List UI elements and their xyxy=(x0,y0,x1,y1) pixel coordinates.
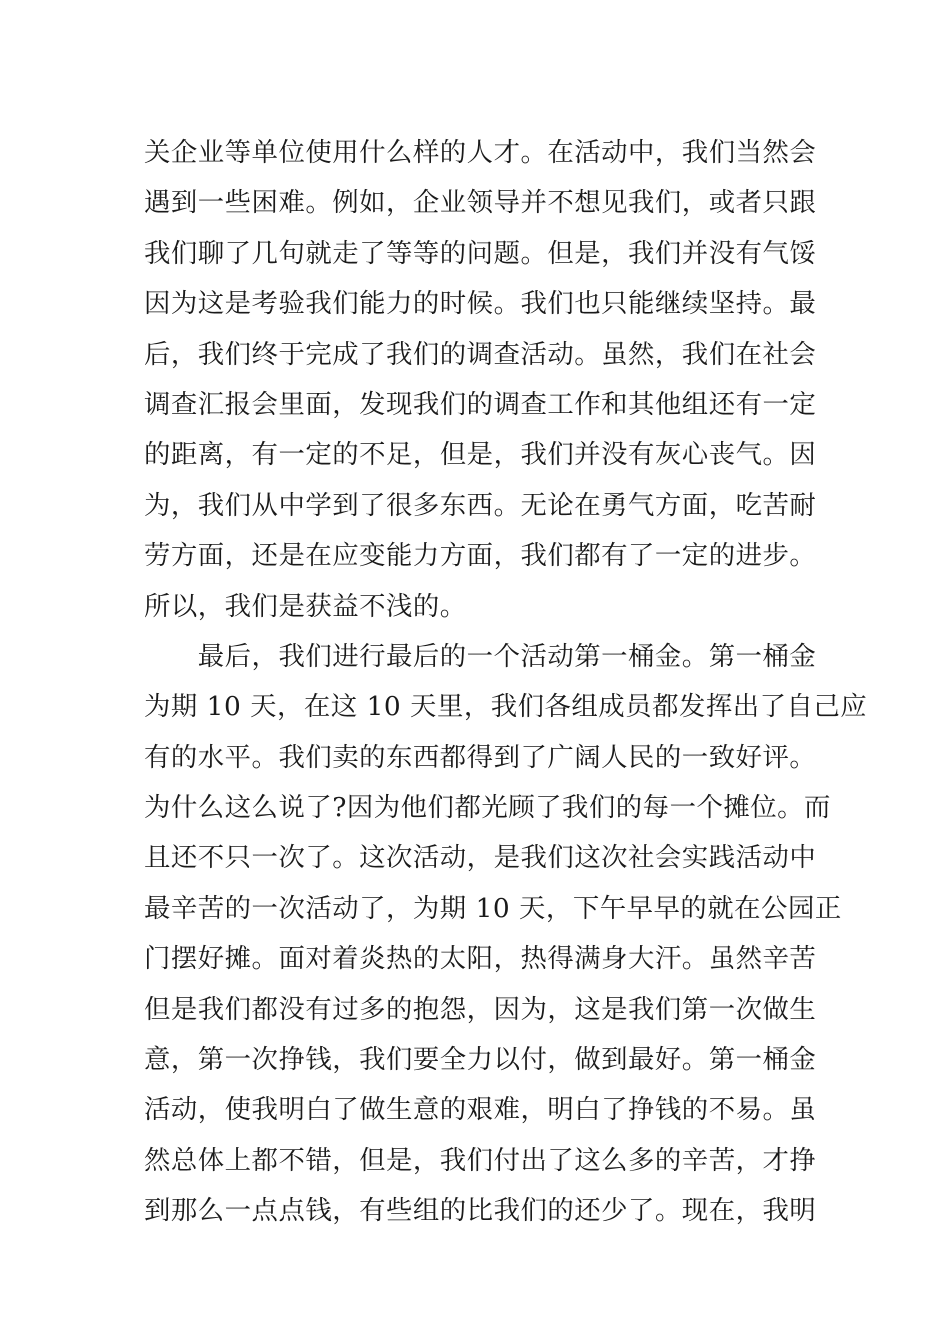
text-line-10: 所以，我们是获益不浅的。 xyxy=(144,590,467,622)
text-line-15: 且还不只一次了。这次活动，是我们这次社会实践活动中 xyxy=(144,842,817,874)
text-line-9: 劳方面，还是在应变能力方面，我们都有了一定的进步。 xyxy=(144,540,817,572)
text-line-14: 为什么这么说了?因为他们都光顾了我们的每一个摊位。而 xyxy=(144,792,831,824)
text-line-4: 因为这是考验我们能力的时候。我们也只能继续坚持。最 xyxy=(144,288,817,320)
text-line-22: 到那么一点点钱，有些组的比我们的还少了。现在，我明 xyxy=(144,1195,817,1227)
text-line-20: 活动，使我明白了做生意的艰难，明白了挣钱的不易。虽 xyxy=(144,1094,817,1126)
body-text xyxy=(144,128,868,1237)
text-line-17: 门摆好摊。面对着炎热的太阳，热得满身大汗。虽然辛苦 xyxy=(144,943,817,975)
text-line-16: 最辛苦的一次活动了，为期 10 天，下午早早的就在公园正 xyxy=(144,892,842,924)
text-line-21: 然总体上都不错，但是，我们付出了这么多的辛苦，才挣 xyxy=(144,1144,817,1176)
text-line-1: 关企业等单位使用什么样的人才。在活动中，我们当然会 xyxy=(144,137,817,168)
text-line-2: 遇到一些困难。例如，企业领导并不想见我们，或者只跟 xyxy=(144,187,817,219)
text-line-18: 但是我们都没有过多的抱怨，因为，这是我们第一次做生 xyxy=(144,993,817,1025)
text-line-3: 我们聊了几句就走了等等的问题。但是，我们并没有气馁 xyxy=(144,237,817,269)
text-line-19: 意，第一次挣钱，我们要全力以付，做到最好。第一桶金 xyxy=(144,1044,817,1076)
text-line-11: 最后，我们进行最后的一个活动第一桶金。第一桶金 xyxy=(144,640,817,672)
text-line-8: 为，我们从中学到了很多东西。无论在勇气方面，吃苦耐 xyxy=(144,489,817,521)
text-line-13: 有的水平。我们卖的东西都得到了广阔人民的一致好评。 xyxy=(144,741,817,773)
text-line-7: 的距离，有一定的不足，但是，我们并没有灰心丧气。因 xyxy=(144,439,817,471)
text-line-6: 调查汇报会里面，发现我们的调查工作和其他组还有一定 xyxy=(144,388,817,420)
text-line-12: 为期 10 天，在这 10 天里，我们各组成员都发挥出了自己应 xyxy=(144,691,868,723)
text-line-5: 后，我们终于完成了我们的调查活动。虽然，我们在社会 xyxy=(144,338,817,370)
